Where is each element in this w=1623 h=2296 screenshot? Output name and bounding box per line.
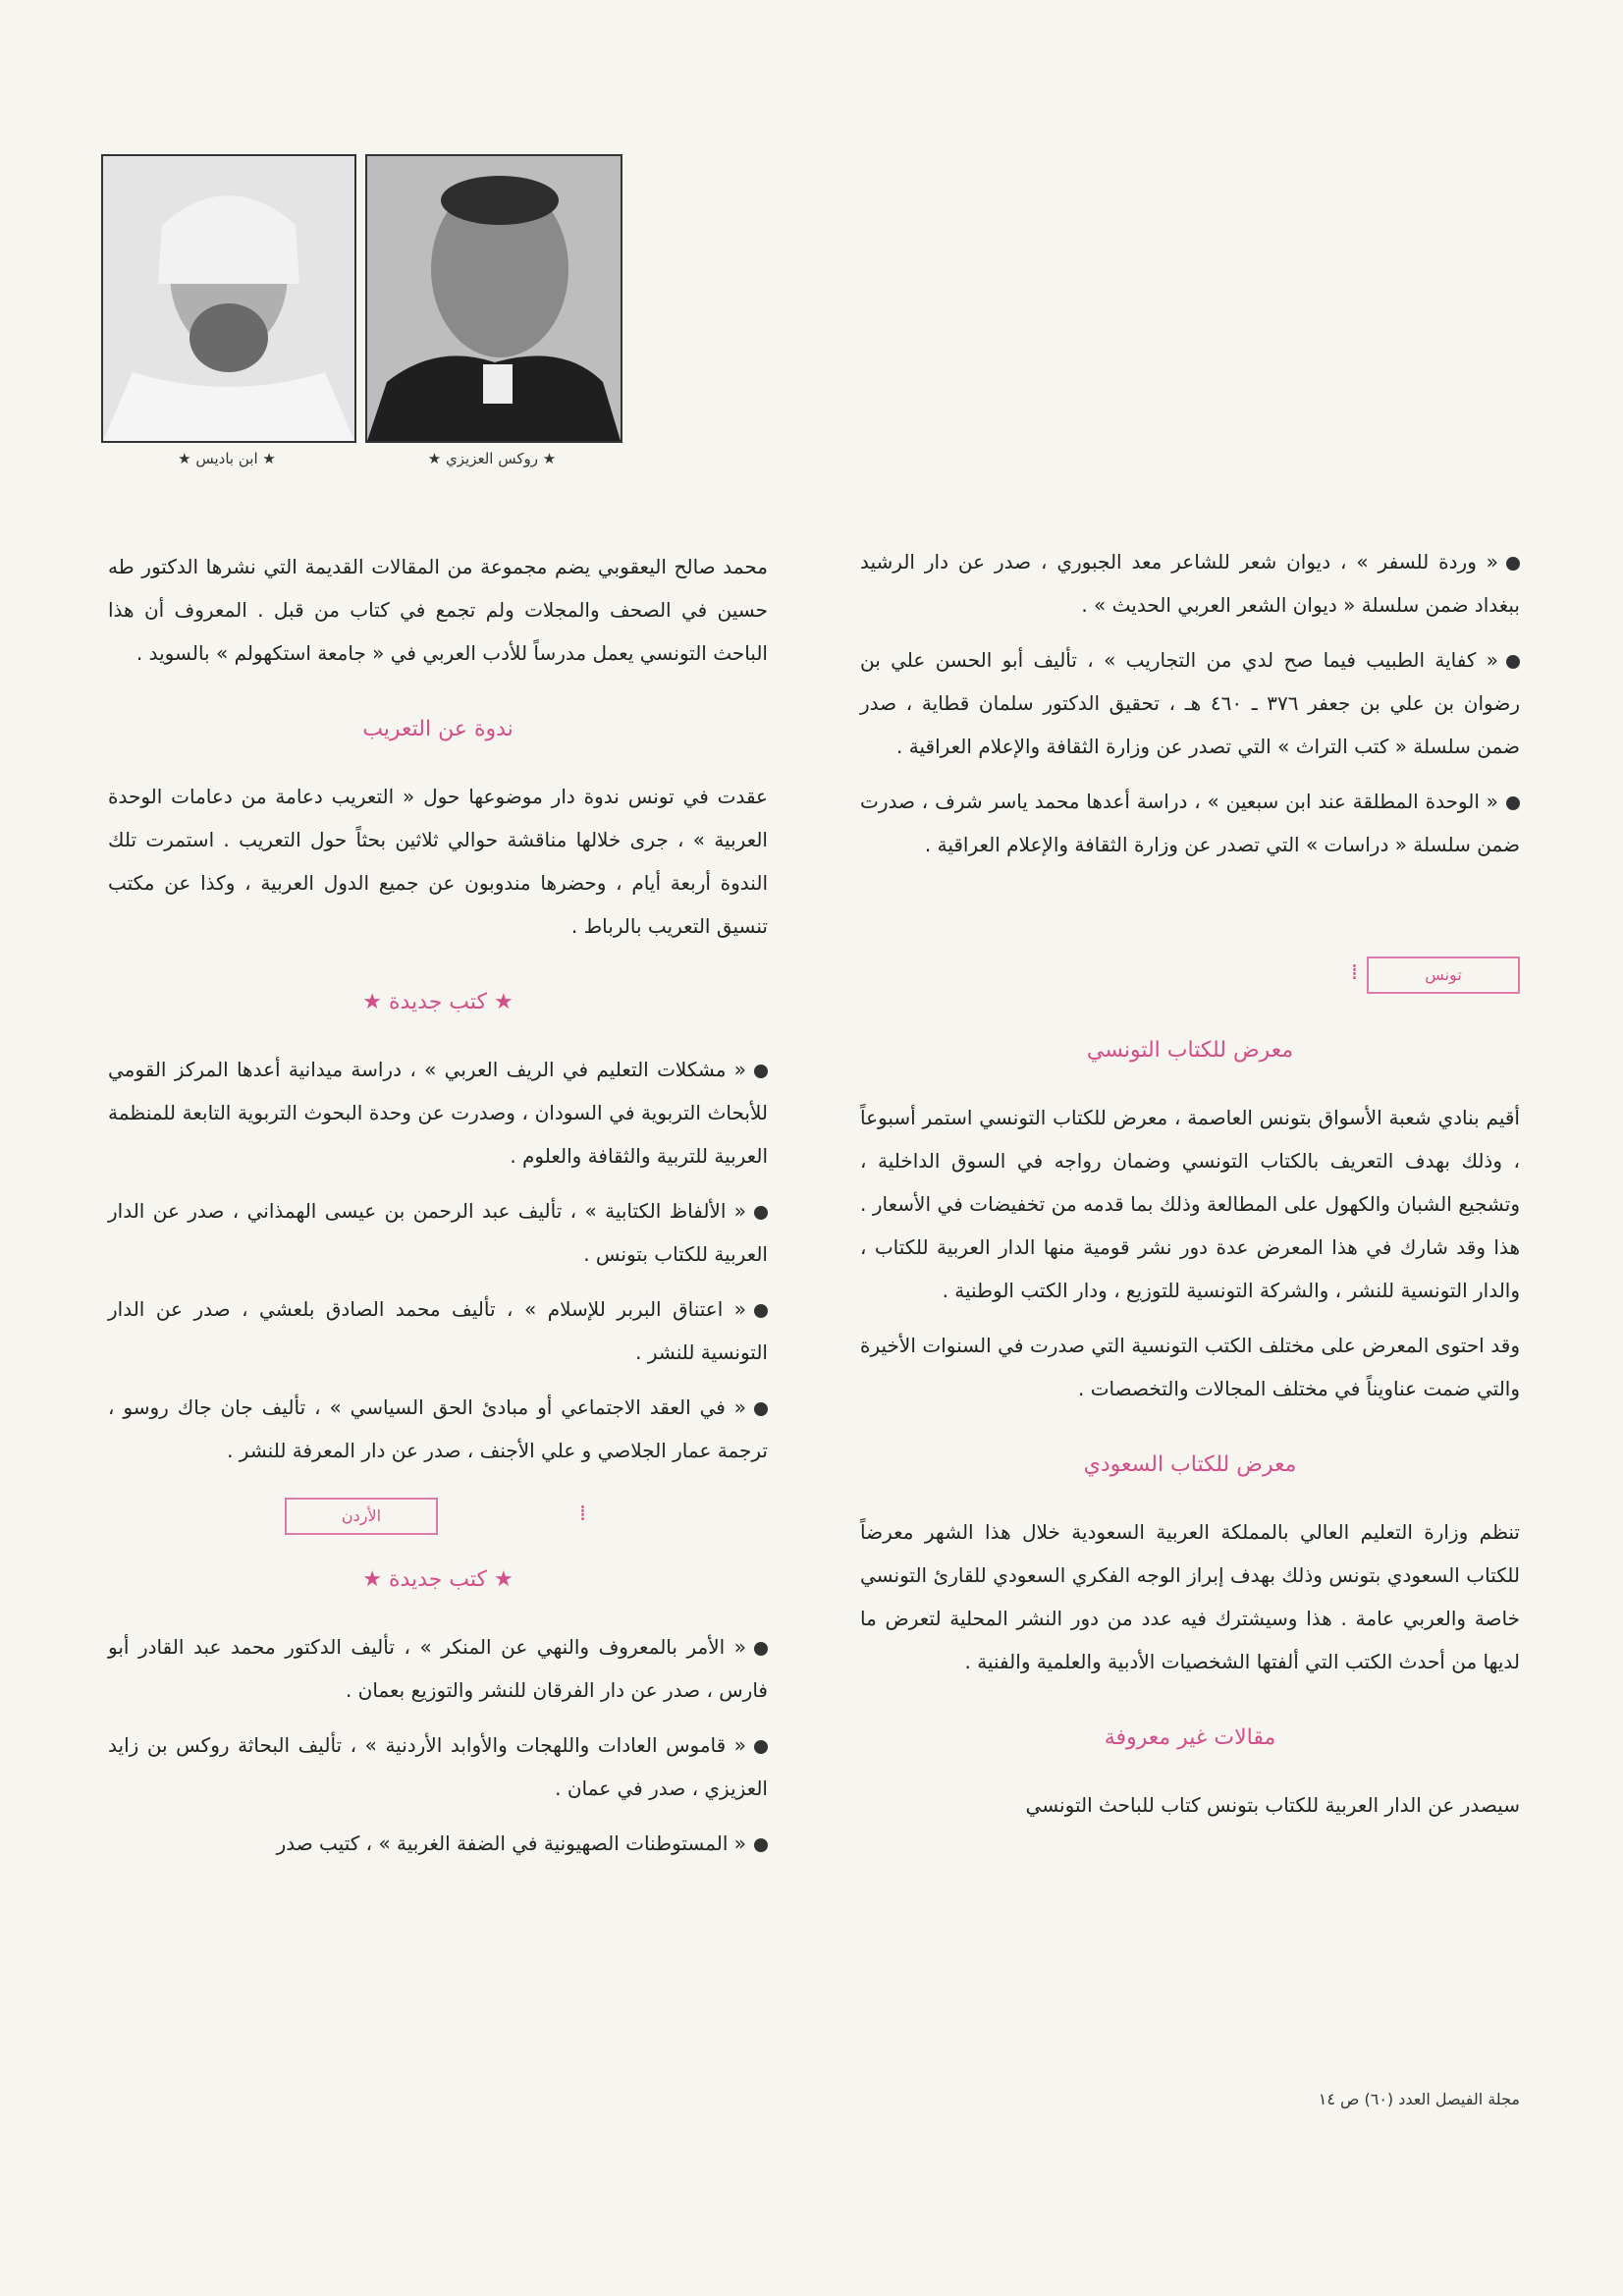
bullet-icon — [754, 1740, 768, 1754]
left-column — [108, 545, 768, 1877]
country-tag: تونس — [1367, 957, 1520, 994]
section-tag-tunis — [860, 957, 1520, 996]
photo-ibn-badis — [101, 154, 356, 443]
bullet-icon — [754, 1838, 768, 1852]
paragraph: عقدت في تونس ندوة دار موضوعها حول « التعريب دعامة من دعامات الوحدة العربية » ، جرى خلالها مناقشة حوالي ثلاثين بحثاً حول التعريب . استمرت تلك الندوة أربعة أيام ، وحضرها مندوبون عن جميع الدول العربية ، وكذا عن مكتب تنسيق التعريب بالرباط . — [108, 785, 768, 938]
news-item: « الألفاظ الكتابية » ، تأليف عبد الرحمن بن عيسى الهمذاني ، صدر عن الدار العربية للكتاب بتونس . — [108, 1199, 768, 1266]
bullet-icon — [754, 1402, 768, 1416]
section-heading: ★ كتب جديدة ★ — [362, 1567, 514, 1592]
section-heading: مقالات غير معروفة — [1104, 1725, 1276, 1750]
section-tag-jordan — [108, 1498, 768, 1537]
bullet-icon — [1506, 655, 1520, 669]
bullet-icon — [1506, 796, 1520, 810]
news-item: « الأمر بالمعروف والنهي عن المنكر » ، تأليف الدكتور محمد عبد القادر أبو فارس ، صدر عن دار الفرقان للنشر والتوزيع بعمان . — [108, 1635, 768, 1702]
news-item: « الوحدة المطلقة عند ابن سبعين » ، دراسة أعدها محمد ياسر شرف ، صدرت ضمن سلسلة « دراسات » التي تصدر عن وزارة الثقافة والإعلام العراقية . — [860, 790, 1520, 856]
country-tag: الأردن — [285, 1498, 438, 1535]
photo-rocks-azizi — [365, 154, 622, 443]
tag-dots-icon: ⁞ — [579, 1502, 586, 1526]
news-item: « وردة للسفر » ، ديوان شعر للشاعر معد الجبوري ، صدر عن دار الرشيد ببغداد ضمن سلسلة « ديوان الشعر العربي الحديث » . — [860, 550, 1520, 617]
portrait-image — [367, 156, 621, 441]
photo-caption-left: ★ ابن باديس ★ — [178, 450, 276, 467]
news-item: « في العقد الاجتماعي أو مبادئ الحق السياسي » ، تأليف جان جاك روسو ، ترجمة عمار الجلاصي و علي الأجنف ، صدر عن دار المعرفة للنشر . — [108, 1395, 768, 1462]
page-footer: مجلة الفيصل العدد (٦٠) ص ١٤ — [1318, 2090, 1520, 2108]
news-item: « قاموس العادات واللهجات والأوابد الأردنية » ، تأليف البحاثة روكس بن زايد العزيزي ، صدر في عمان . — [108, 1733, 768, 1800]
photo-caption-right: ★ روكس العزيزي ★ — [427, 450, 557, 467]
section-heading: معرض للكتاب التونسي — [1086, 1038, 1294, 1063]
news-item: « المستوطنات الصهيونية في الضفة الغربية » ، كتيب صدر — [108, 1822, 768, 1865]
tag-dots-icon: ⁞ — [1351, 960, 1358, 985]
bullet-icon — [754, 1065, 768, 1078]
news-item: « اعتناق البربر للإسلام » ، تأليف محمد الصادق بلعشي ، صدر عن الدار التونسية للنشر . — [108, 1297, 768, 1364]
bullet-icon — [754, 1304, 768, 1318]
paragraph: محمد صالح اليعقوبي يضم مجموعة من المقالات القديمة التي نشرها الدكتور طه حسين في الصحف والمجلات ولم تجمع في كتاب من قبل . المعروف أن هذا الباحث التونسي يعمل مدرساً للأدب العربي في « جامعة استكهولم » بالسويد . — [108, 555, 768, 665]
portrait-image — [103, 156, 354, 441]
section-heading: معرض للكتاب السعودي — [1083, 1452, 1297, 1477]
paragraph: وقد احتوى المعرض على مختلف الكتب التونسية التي صدرت في السنوات الأخيرة والتي ضمت عناويناً في مختلف المجالات والتخصصات . — [860, 1334, 1520, 1400]
bullet-icon — [754, 1642, 768, 1656]
right-column — [860, 540, 1520, 1838]
news-item: « كفاية الطبيب فيما صح لدي من التجاريب » ، تأليف أبو الحسن علي بن رضوان بن علي بن جعفر ٣٧٦ ـ ٤٦٠ هـ ، تحقيق الدكتور سلمان قطاية ، صدر ضمن سلسلة « كتب التراث » التي تصدر عن وزارة الثقافة والإعلام العراقية . — [860, 648, 1521, 758]
news-item: « مشكلات التعليم في الريف العربي » ، دراسة ميدانية أعدها المركز القومي للأبحاث التربوية في السودان ، وصدرت عن وحدة البحوث التربوية التابعة للمنظمة العربية للتربية والثقافة والعلوم . — [108, 1058, 768, 1168]
section-heading: ندوة عن التعريب — [362, 717, 514, 741]
paragraph: تنظم وزارة التعليم العالي بالمملكة العربية السعودية خلال هذا الشهر معرضاً للكتاب السعودي بتونس وذلك بهدف إبراز الوجه الفكري السعودي للقارئ التونسي خاصة والعربي عامة . هذا وسيشترك فيه عدد من دور النشر المحلية لتعرض ما لديها من أحدث الكتب التي ألفتها الشخصيات الأدبية والعلمية والفنية . — [860, 1520, 1520, 1673]
bullet-icon — [1506, 557, 1520, 571]
section-heading: ★ كتب جديدة ★ — [362, 990, 514, 1014]
bullet-icon — [754, 1206, 768, 1220]
paragraph: سيصدر عن الدار العربية للكتاب بتونس كتاب للباحث التونسي — [1025, 1793, 1520, 1817]
paragraph: أقيم بنادي شعبة الأسواق بتونس العاصمة ، معرض للكتاب التونسي استمر أسبوعاً ، وذلك بهدف التعريف بالكتاب التونسي وضمان رواجه في السوق الداخلية ، وتشجيع الشبان والكهول على المطالعة وذلك بما قدمه من تخفيضات في الأسعار . هذا وقد شارك في هذا المعرض عدة دور نشر قومية منها الدار العربية للكتاب ، والدار التونسية للنشر ، والشركة التونسية للتوزيع ، ودار الكتب الوطنية . — [860, 1106, 1520, 1302]
